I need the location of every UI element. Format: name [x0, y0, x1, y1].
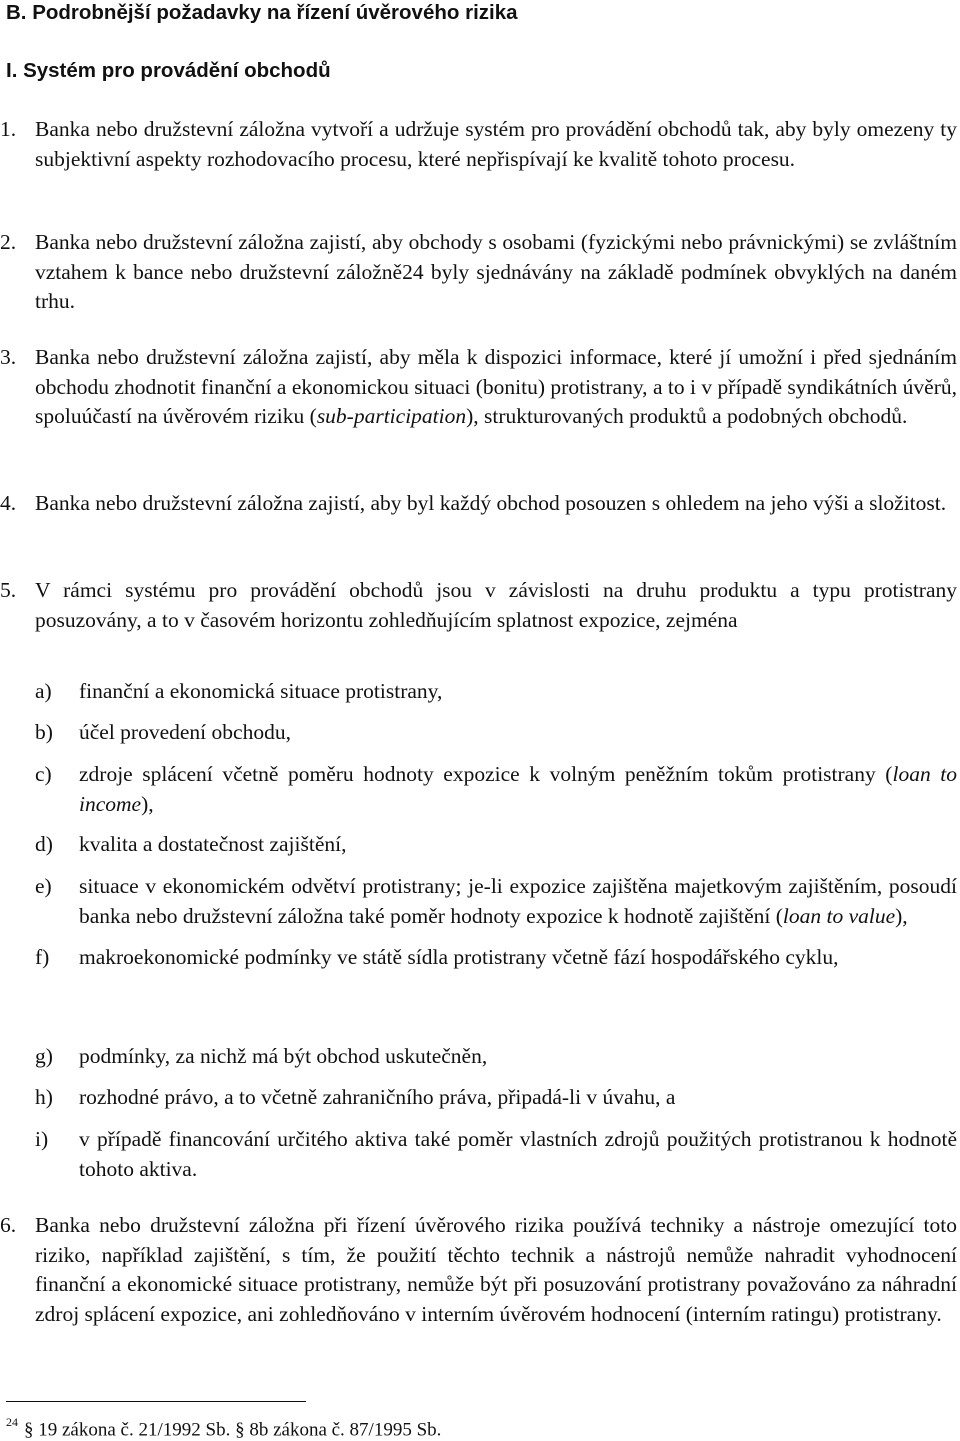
list-item-text: finanční a ekonomická situace protistrany,	[79, 679, 443, 703]
paragraph-text: Banka nebo družstevní záložna zajistí, aby měla k dispozici informace, které jí umožní i před sjednáním obchodu zhodnotit finanční a ekonomickou situaci (bonitu) protistrany, a to i v případě syndikátních úvěrů, spoluúčastí na úvěrovém riziku (sub-participation), strukturovaných produktů a podobných obchodů.	[35, 345, 957, 428]
list-item-text: podmínky, za nichž má být obchod uskutečněn,	[79, 1044, 488, 1068]
paragraph-4	[0, 489, 957, 519]
paragraph-5	[0, 576, 957, 635]
footnote-divider	[6, 1401, 306, 1402]
list-item-label: h)	[35, 1085, 53, 1109]
paragraph-text: Banka nebo družstevní záložna zajistí, aby obchody s osobami (fyzickými nebo právnickými) se zvláštním vztahem k bance nebo družstevní záložně24 byly sjednávány na základě podmínek obvyklých na daném trhu.	[35, 230, 957, 313]
list-item	[35, 718, 957, 748]
list-item-text: v případě financování určitého aktiva také poměr vlastních zdrojů použitých protistranou k hodnotě tohoto aktiva.	[79, 1127, 957, 1181]
list-item-text: rozhodné právo, a to včetně zahraničního práva, připadá-li v úvahu, a	[79, 1085, 676, 1109]
list-item	[35, 830, 957, 860]
list-item-text: kvalita a dostatečnost zajištění,	[79, 832, 347, 856]
paragraph-number: 6.	[0, 1213, 17, 1237]
paragraph-number: 1.	[0, 117, 17, 141]
paragraph-1	[0, 115, 957, 174]
list-item-label: a)	[35, 679, 52, 703]
list-item-text: zdroje splácení včetně poměru hodnoty expozice k volným peněžním tokům protistrany (loan to income),	[79, 762, 957, 816]
paragraph-number: 4.	[0, 491, 17, 515]
footnote	[6, 1413, 441, 1441]
paragraph-2	[0, 228, 957, 317]
list-item-text: makroekonomické podmínky ve státě sídla protistrany včetně fází hospodářského cyklu,	[79, 945, 839, 969]
list-item-label: i)	[35, 1127, 49, 1151]
paragraph-number: 3.	[0, 345, 17, 369]
list-item	[35, 1083, 957, 1113]
paragraph-3	[0, 343, 957, 432]
paragraph-number: 5.	[0, 578, 17, 602]
list-item	[35, 943, 957, 973]
list-item	[35, 760, 957, 819]
list-item-label: f)	[35, 945, 50, 969]
list-item-label: b)	[35, 720, 53, 744]
paragraph-number: 2.	[0, 230, 17, 254]
list-item-label: d)	[35, 832, 53, 856]
list-item	[35, 1125, 957, 1184]
paragraph-text: Banka nebo družstevní záložna při řízení úvěrového rizika používá techniky a nástroje omezující toto riziko, například zajištění, s tím, že použití těchto technik a nástrojů nemůže nahradit vyhodnocení finanční a ekonomické situace protistrany, nemůže být při posuzování protistrany považováno za náhradní zdroj splácení expozice, ani zohledňováno v interním úvěrovém hodnocení (interním ratingu) protistrany.	[35, 1213, 957, 1326]
footnote-text: § 19 zákona č. 21/1992 Sb. § 8b zákona č. 87/1995 Sb.	[24, 1419, 442, 1441]
list-item-text: situace v ekonomickém odvětví protistrany; je-li expozice zajištěna majetkovým zajištěním, posoudí banka nebo družstevní záložna také poměr hodnoty expozice k hodnotě zajištění (loan to value),	[79, 874, 957, 928]
section-heading: B. Podrobnější požadavky na řízení úvěrového rizika	[6, 1, 518, 24]
list-item-text: účel provedení obchodu,	[79, 720, 291, 744]
subsection-heading: I. Systém pro provádění obchodů	[6, 59, 331, 82]
list-item	[35, 1042, 957, 1072]
list-item	[35, 677, 957, 707]
paragraph-text: V rámci systému pro provádění obchodů jsou v závislosti na druhu produktu a typu protistrany posuzovány, a to v časovém horizontu zohledňujícím splatnost expozice, zejména	[35, 578, 957, 632]
paragraph-6	[0, 1211, 957, 1329]
list-item-label: g)	[35, 1044, 53, 1068]
footnote-mark: 24	[6, 1415, 18, 1429]
list-item	[35, 872, 957, 931]
paragraph-text: Banka nebo družstevní záložna vytvoří a udržuje systém pro provádění obchodů tak, aby byly omezeny ty subjektivní aspekty rozhodovacího procesu, které nepřispívají ke kvalitě tohoto procesu.	[35, 117, 957, 171]
list-item-label: e)	[35, 874, 52, 898]
list-item-label: c)	[35, 762, 52, 786]
paragraph-text: Banka nebo družstevní záložna zajistí, aby byl každý obchod posouzen s ohledem na jeho výši a složitost.	[35, 491, 947, 515]
